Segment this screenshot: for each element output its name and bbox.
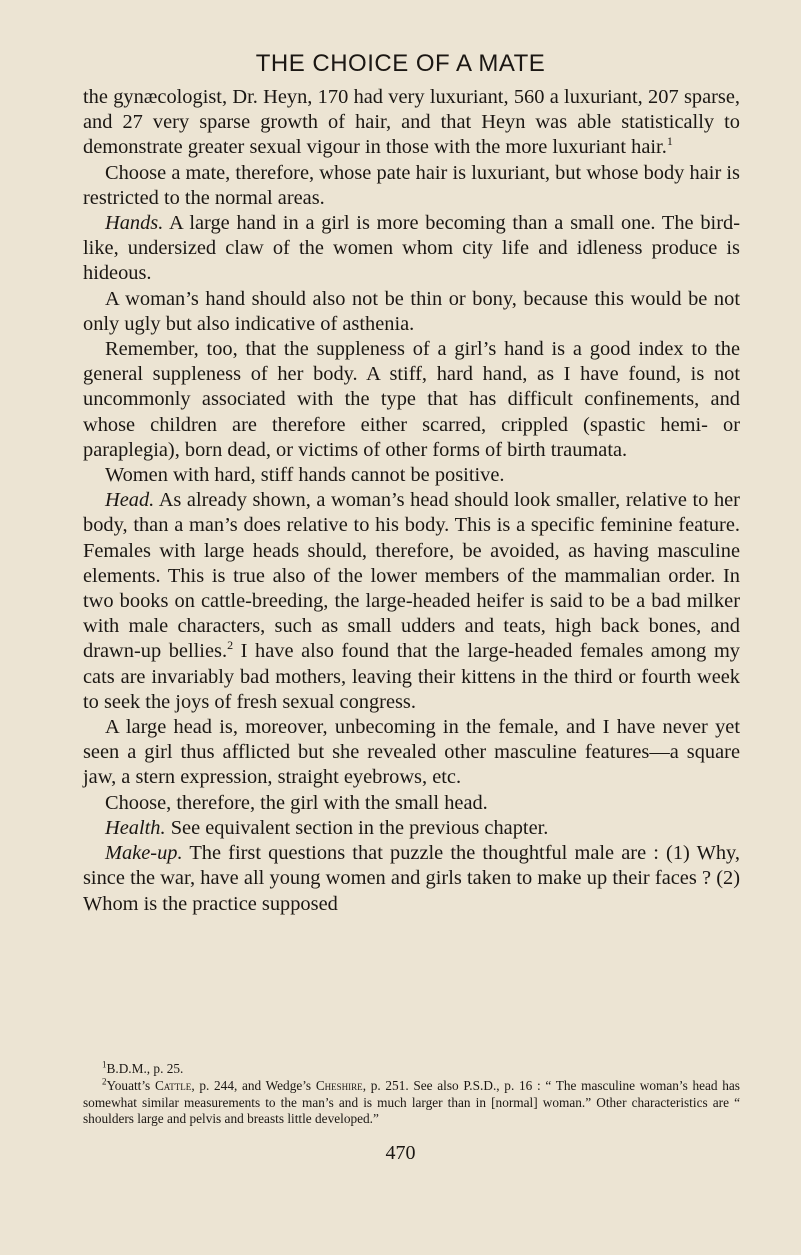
footnote-ref-2: 2 — [227, 638, 234, 653]
footnote-ref-1: 1 — [666, 134, 673, 149]
section-heading-hands: Hands. — [105, 212, 164, 235]
section-heading-health: Health. — [105, 816, 166, 839]
section-heading-makeup: Make-up. — [105, 842, 183, 865]
section-heading-head: Head. — [105, 489, 155, 512]
footnotes — [83, 1061, 740, 1128]
paragraph-stiff-hands: Women with hard, stiff hands cannot be positive. — [105, 464, 505, 487]
citation-cheshire: Cheshire — [315, 1077, 363, 1093]
citation-cattle: Cattle — [154, 1077, 192, 1093]
paragraph-hand-suppleness: Remember, too, that the suppleness of a girl’s hand is a good index to the general suppleness of her body. A stiff, hard hand, as I have found, is not uncommonly associated with the type that has difficult confinements, and whose children are therefore either scarred, crippled (spastic hemi- or paraplegia), born dead, or victims of other forms of birth traumata. — [83, 338, 740, 461]
paragraph-hair-statistics: the gynæcologist, Dr. Heyn, 170 had very luxuriant, 560 a luxuriant, 207 sparse, and 27 very sparse growth of hair, and that Heyn was able statistically to demonstrate greater sexual vigour in those with the more luxuriant hair.$^1$ — [83, 86, 740, 159]
footnote-2: $^2$Youatt’s Cattle, p. 244, and Wedge’s Cheshire, p. 251. See also P.S.D., p. 16 : “ The masculine woman’s head has somewhat similar measurements to the man’s and is much larger than in [normal] woman.” Other characteristics are “ shoulders large and pelvis and breasts little developed.” — [83, 1076, 740, 1127]
page-number: 470 — [385, 1142, 416, 1164]
paragraph-health: Health. See equivalent section in the previous chapter. — [105, 816, 549, 839]
running-head: THE CHOICE OF A MATE — [255, 50, 546, 77]
paragraph-hands: Hands. A large hand in a girl is more becoming than a small one. The bird-like, undersized claw of the women whom city life and idleness produce is hideous. — [83, 212, 740, 285]
paragraph-hand-thin: A woman’s hand should also not be thin or bony, because this would be not only ugly but also indicative of asthenia. — [83, 287, 740, 335]
paragraph-small-head: Choose, therefore, the girl with the small head. — [105, 791, 488, 814]
paragraph-choose-pate: Choose a mate, therefore, whose pate hair is luxuriant, but whose body hair is restricted to the normal areas. — [83, 161, 740, 209]
paragraph-head: Head. As already shown, a woman’s head should look smaller, relative to her body, than a man’s does relative to his body. This is a specific feminine feature. Females with large heads should, therefore, be avoided, as having masculine elements. This is true also of the lower members of the mammalian order. In two books on cattle-breeding, the large-headed heifer is said to be a bad milker with male characters, such as small udders and teats, high back bones, and drawn-up bellies.$^2$ I have also found that the large-headed females among my cats are invariably bad mothers, leaving their kittens in the third or fourth week to seek the joys of fresh sexual congress. — [83, 489, 741, 713]
body-text — [83, 85, 740, 917]
paragraph-makeup: Make-up. The first questions that puzzle the thoughtful male are : (1) Why, since the war, have all young women and girls taken to make up their faces ? (2) Whom is the practice supposed — [83, 842, 740, 915]
footnote-1: $^1$B.D.M., p. 25. — [102, 1059, 184, 1076]
paragraph-large-head: A large head is, moreover, unbecoming in the female, and I have never yet seen a girl thus afflicted but she revealed other masculine features—a square jaw, a stern expression, straight eyebrows, etc. — [83, 716, 740, 789]
